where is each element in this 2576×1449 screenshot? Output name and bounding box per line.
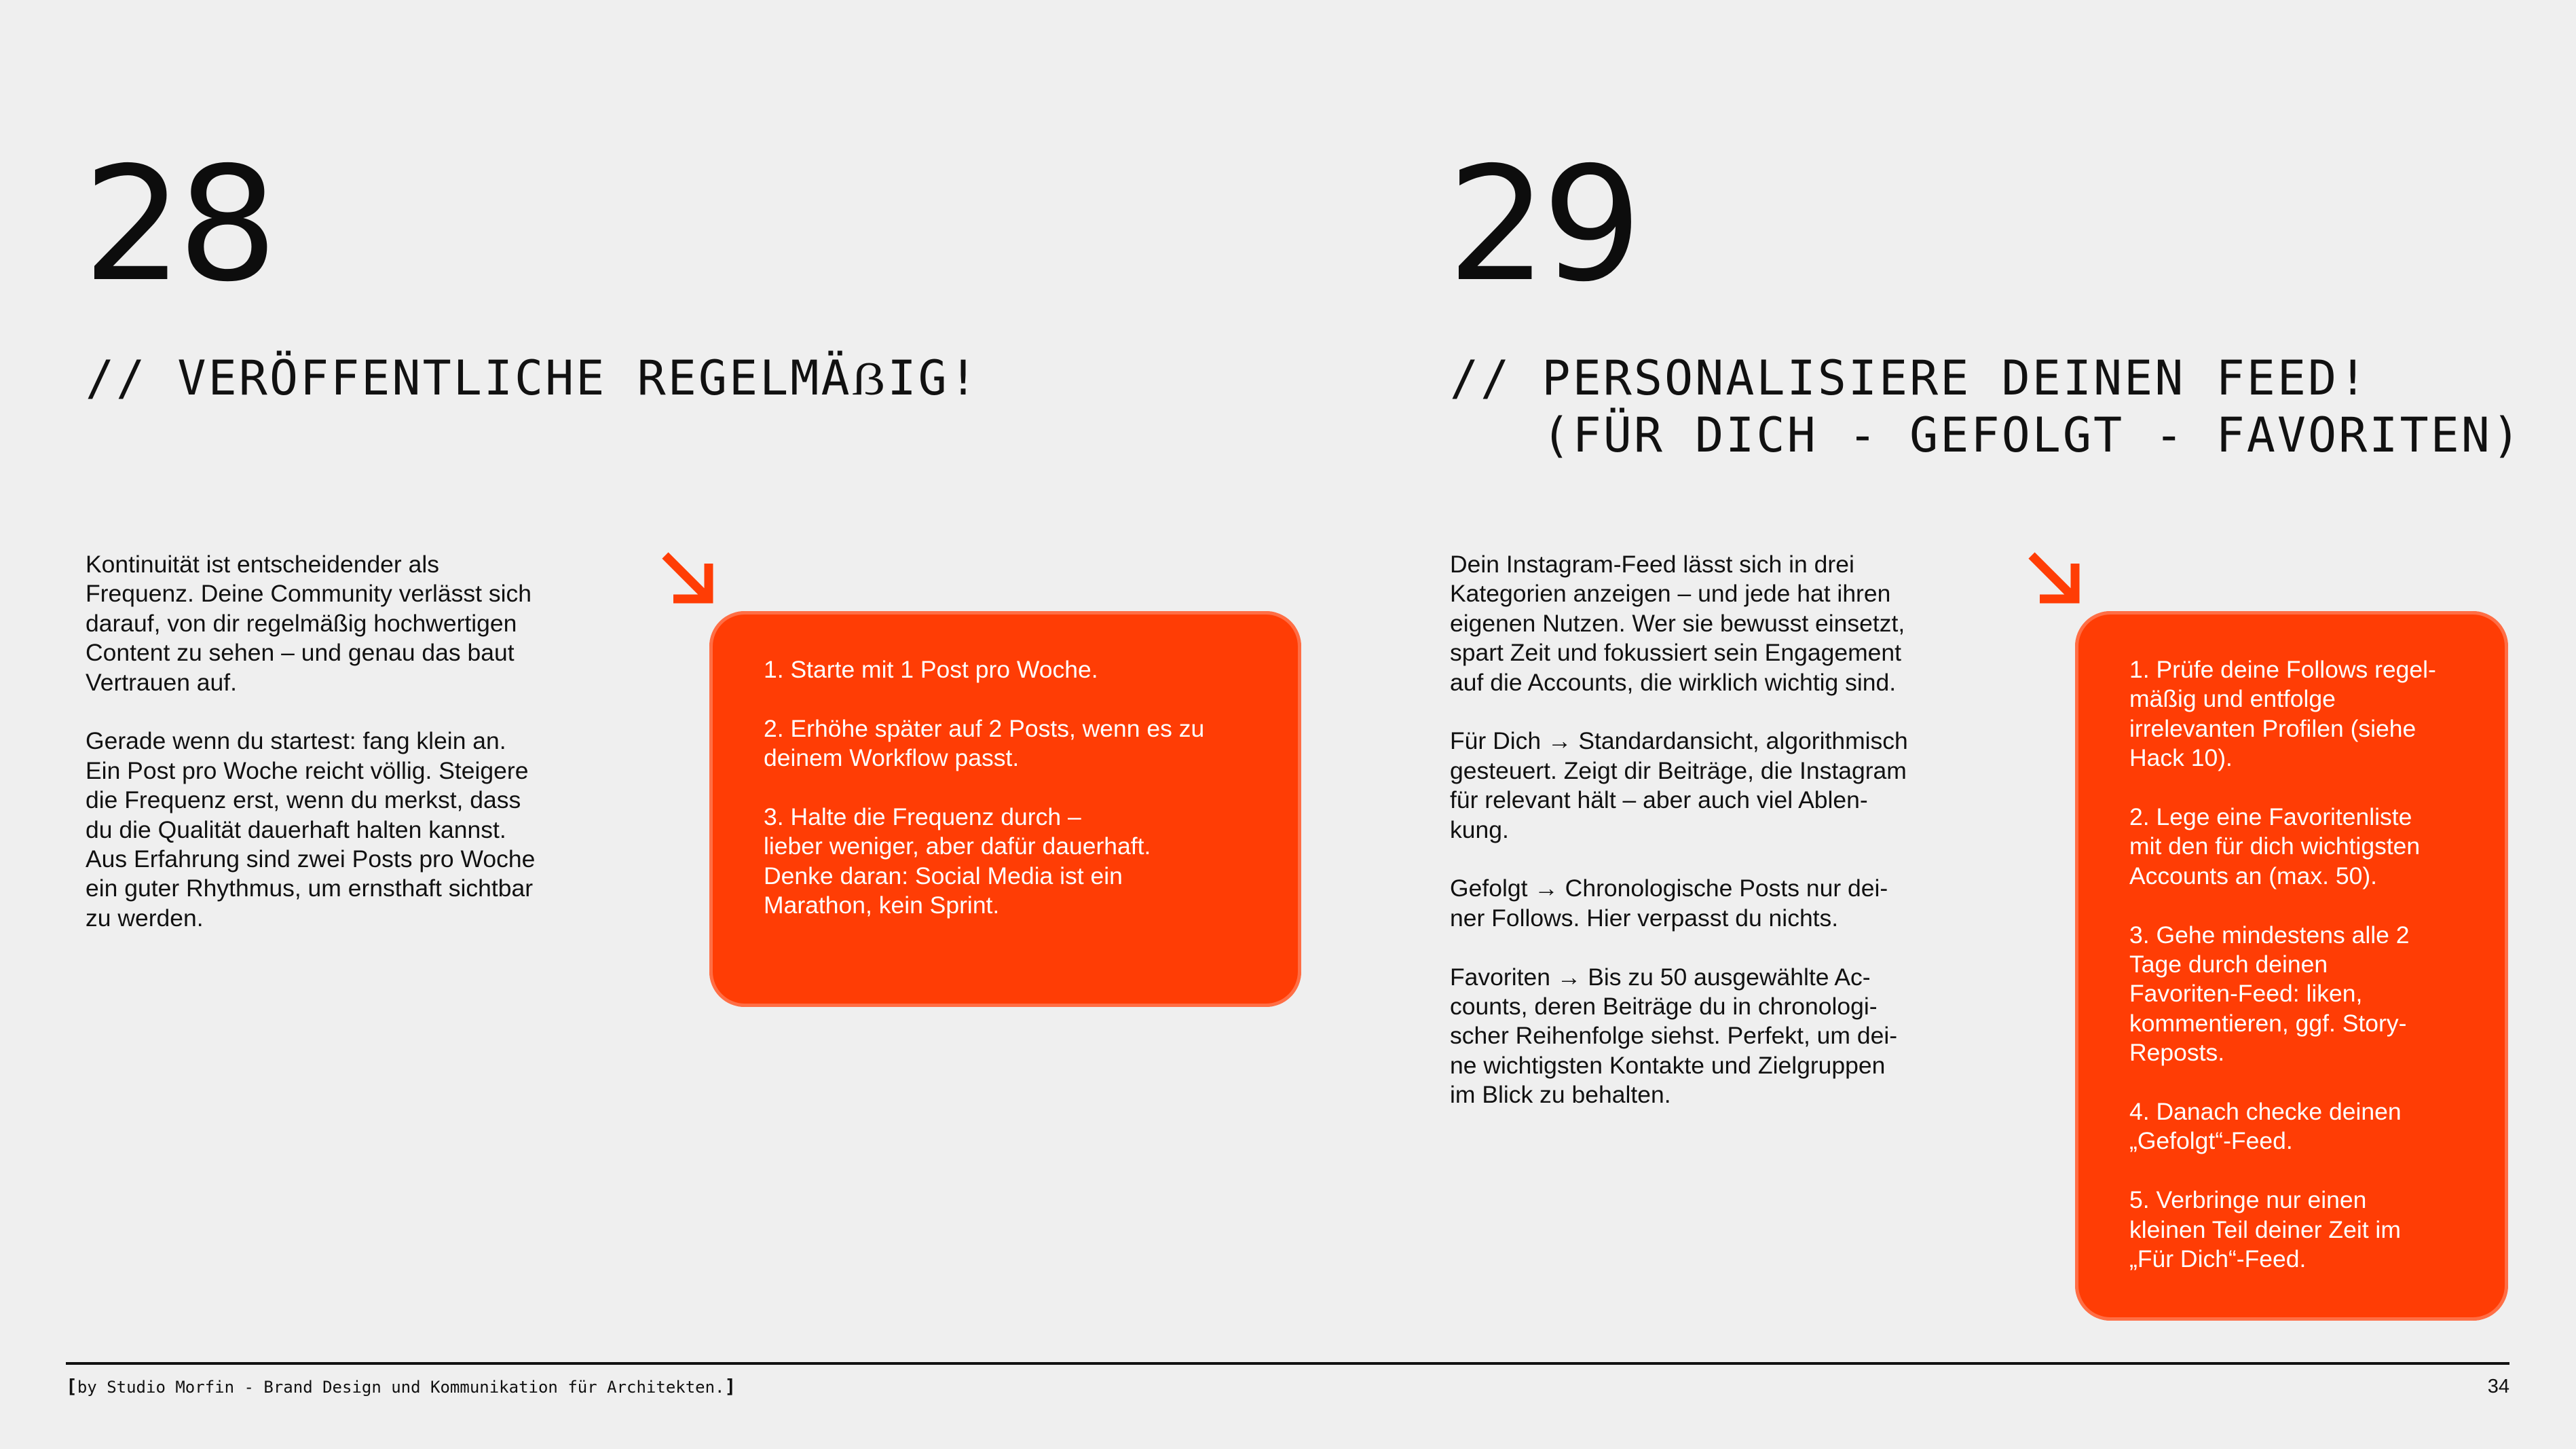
hack-29-paragraph: Favoriten → Bis zu 50 ausgewählte Ac- counts, deren Beiträge du in chronologi- scher Reihenfolge siehst. Perfekt, um dei- ne wichtigsten Kontakte und Zielgruppen im Blick zu behalten.	[1450, 963, 1898, 1109]
hack-29-heading-line-1: // PERSONALISIERE DEINEN FEED!	[1450, 350, 2370, 406]
footer-bracket-open: [	[66, 1375, 77, 1397]
page-number: 34	[2487, 1376, 2509, 1397]
hack-28-steps-list	[764, 655, 1274, 862]
hack-29-heading-line-2: (FÜR DICH - GEFOLGT - FAVORITEN)	[1450, 407, 2523, 463]
hack-28-paragraph: Gerade wenn du startest: fang klein an. Ein Post pro Woche reicht völlig. Steigere die Frequenz erst, wenn du merkst, dass du die Qualität dauerhaft halten kannst. Aus Erfahrung sind zwei Posts pro Woche ein guter Rhythmus, um ernsthaft sichtbar zu werden.	[86, 727, 536, 932]
hack-number-29: 29	[1447, 133, 1637, 316]
hack-28-body	[86, 550, 601, 963]
hack-29-heading	[1450, 350, 2522, 464]
hack-29-paragraph: Für Dich → Standardansicht, algorithmisch gesteuert. Zeigt dir Beiträge, die Instagram für relevant hält – aber auch viel Ablen- kung.	[1450, 727, 1908, 843]
footer-bracket-close: ]	[724, 1375, 736, 1397]
hack-29-steps-list	[2129, 655, 2481, 1274]
hack-29-step: 1. Prüfe deine Follows regel- mäßig und entfolge irrelevanten Profilen (siehe Hack 10).	[2129, 656, 2436, 772]
hack-28-heading: // VERÖFFENTLICHE REGELMÄẞIG!	[86, 350, 979, 406]
footer-credit-text: by Studio Morfin - Brand Design und Kommunikation für Architekten.	[77, 1378, 725, 1397]
hack-29-paragraph: Dein Instagram-Feed lässt sich in drei Kategorien anzeigen – und jede hat ihren eigenen Nutzen. Wer sie bewusst einsetzt, spart Zeit und fokussiert sein Engagement auf die Accounts, die wirklich wichtig sind.	[1450, 551, 1905, 696]
hack-29-step: 2. Lege eine Favoritenliste mit den für dich wichtigsten Accounts an (max. 50).	[2129, 803, 2421, 889]
hack-29-step: 5. Verbringe nur einen kleinen Teil deiner Zeit im „Für Dich“-Feed.	[2129, 1186, 2401, 1273]
hack-29-step: 4. Danach checke deinen „Gefolgt“-Feed.	[2129, 1098, 2402, 1155]
hack-28-step: 2. Erhöhe später auf 2 Posts, wenn es zu deinem Workflow passt.	[764, 714, 1205, 772]
hack-29-step: 3. Gehe mindestens alle 2 Tage durch deinen Favoriten-Feed: liken, kommentieren, ggf. Story- Reposts.	[2129, 921, 2410, 1067]
footer-divider	[66, 1362, 2509, 1365]
arrow-down-right-icon	[660, 550, 714, 604]
hack-29-steps-box	[2075, 611, 2508, 1321]
hack-number-28: 28	[83, 133, 273, 316]
hack-28-paragraph: Kontinuität ist entscheidender als Frequenz. Deine Community verlässt sich darauf, von dir regelmäßig hochwertigen Content zu sehen – und genau das baut Vertrauen auf.	[86, 551, 531, 696]
arrow-down-right-icon	[2026, 550, 2080, 604]
footer-credit	[66, 1375, 736, 1399]
hack-28-steps-box	[709, 611, 1301, 1007]
hack-29-body	[1450, 550, 1966, 1139]
hack-28-step: 1. Starte mit 1 Post pro Woche.	[764, 656, 1098, 683]
hack-28-note: Denke daran: Social Media ist ein Marathon, kein Sprint.	[764, 862, 1123, 919]
hack-29-paragraph: Gefolgt → Chronologische Posts nur dei- ner Follows. Hier verpasst du nichts.	[1450, 875, 1888, 932]
hack-28-step: 3. Halte die Frequenz durch – lieber weniger, aber dafür dauerhaft.	[764, 803, 1151, 860]
